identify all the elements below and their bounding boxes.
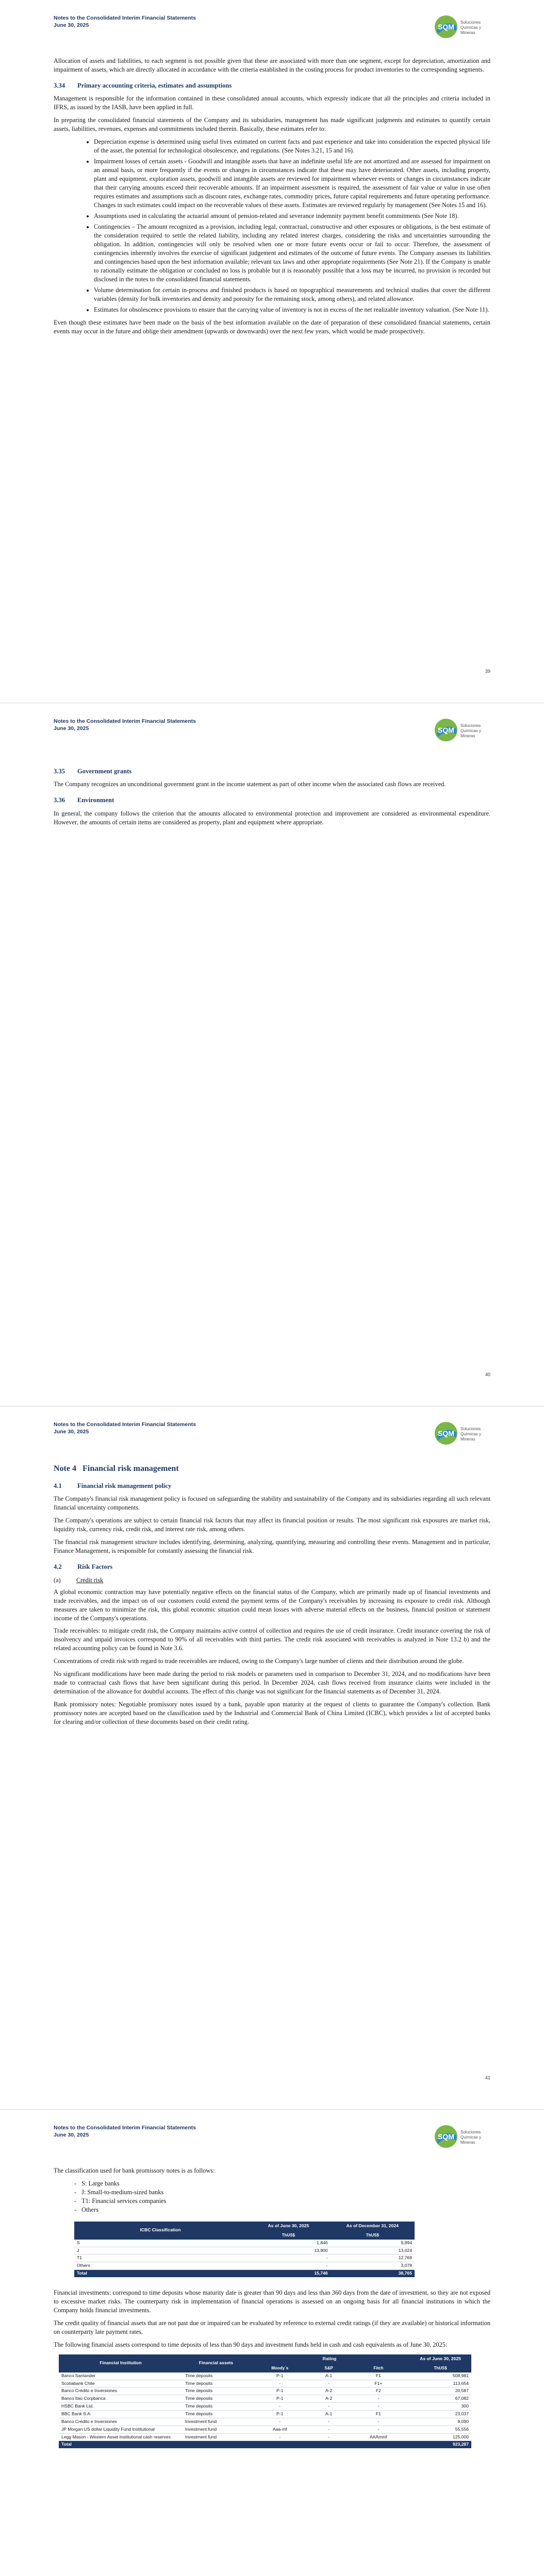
page-2 [0,703,544,1406]
svg-text:Mineras: Mineras [460,2140,475,2145]
header-line-1: Notes to the Consolidated Interim Financial Statements [54,1421,196,1428]
svg-text:Mineras: Mineras [460,734,475,738]
header-line-2: June 30, 2025 [54,22,89,29]
svg-text:Mineras: Mineras [460,1437,475,1442]
page-2-content [54,760,490,831]
section-heading: 3.35 Government grants [54,768,132,775]
paragraph: Even though these estimates have been made on the basis of the best information available on the date of preparation of these consolidated financial statements, certain events may occur in the future and oblige their amendment (upwards or downwards) over the next few years, which would be made prospectively. [54,318,490,335]
table-total-row: Total 923,287 [59,2441,471,2448]
estimates-list [54,138,490,314]
table-row: BBC Bank S.A. Time deposits P-1 A-1 F1 23,037 [59,2411,471,2418]
classification-list [54,2179,490,2214]
table-row: T1 - 12,769 [74,2255,415,2262]
icbc-classification-table [74,2222,415,2277]
paragraph: The following financial assets correspond to time deposits of less than 90 days and investment funds held in cash and cash equivalents as of June 30, 2025: [54,2341,448,2348]
page-1 [0,0,544,703]
svg-text:SQM: SQM [438,726,454,734]
page-header [54,718,490,749]
page-header [54,2124,490,2155]
svg-text:Soluciones: Soluciones [460,2130,481,2134]
header-line-1: Notes to the Consolidated Interim Financial Statements [54,15,196,21]
page-number: 39 [485,669,490,674]
table-row: Banco Crédito e Inversiones Time deposits P-1 A-2 F2 20,587 [59,2387,471,2395]
page-number: 40 [485,1372,490,1377]
svg-text:SQM: SQM [438,23,454,31]
section-heading: 4.1 Financial risk management policy [54,1482,172,1490]
page-number: 41 [485,2075,490,2080]
table-row: J 13,900 13,024 [74,2247,415,2255]
paragraph: Trade receivables: to mitigate credit risk, the Company maintains active control of collection and requires the use of credit insurance. Credit insurance covering the risk of insolvency and unpaid invoices correspond to 90% of all receivables with third parties. The credit risk associated with receivables is analyzed in Note 13.2 b) and the related accounting policy can be found in Note 3.6. [54,1627,490,1652]
header-line-2: June 30, 2025 [54,725,89,732]
paragraph: The classification used for bank promissory notes is as follows: [54,2167,215,2174]
svg-text:Químicas y: Químicas y [460,1432,482,1436]
paragraph: Allocation of assets and liabilities, to each segment is not possible given that these are associated with more than one segment, except for depreciation, amortization and impairment of assets, which are directly allocated in accordance with the criteria established in the costing process for product inventories to the corresponding segments. [54,57,490,73]
paragraph: In general, the company follows the criterion that the amounts allocated to environmental protection and improvement are considered as environmental expenditure. However, the amounts of certain items are considered as property, plant and equipment where appropriate. [54,809,490,826]
table-header: ICBC Classification [74,2222,246,2240]
page-3 [0,1406,544,2109]
svg-text:Químicas y: Químicas y [460,728,482,733]
table-unit: ThUS$ [246,2231,331,2240]
table-header: As of December 31, 2024 [331,2222,415,2231]
header-title [54,2124,490,2139]
table-row: Others - 3,078 [74,2262,415,2270]
svg-text:Soluciones: Soluciones [460,1427,481,1431]
table-header: Financial Institution [59,2354,183,2372]
paragraph: Concentrations of credit risk with regard to trade receivables are reduced, owing to the Company's large number of clients and their distribution around the globe. [54,1657,464,1665]
list-item: - S: Large banks [83,2179,490,2188]
note-heading: Note 4 Financial risk management [54,1464,179,1473]
list-item: • Contingencies – The amount recognized as a provision, including legal, contractual, constructive and other exposures or obligations, is the best estimate of the consideration required to settle the related liability, including any related interest charges, considering the risks and uncertainties surrounding the obligation. In addition, contingencies will only be resolved when one or more future events occur or fail to occur. Therefore, the assessment of contingencies inherently involves the exercise of significant judgement and estimates of the outcome of future events. The Company assesses its liabilities and contingencies based upon the best information available; relevant tax laws and other appropriate requirements (See Note 21). If the Company is unable to rationally estimate the obligation or concluded no loss is probable but it is reasonably possible that a loss may be incurred, no provision is recorded but disclosed in the notes to the consolidated financial statements. [94,223,490,284]
paragraph: A global economic contraction may have potentially negative effects on the financial status of the Company, which are primarily made up of financial investments and trade receivables, and the impact on of our customers could extend the payment terms of the Company's receivables by increasing its exposure to credit risk. Although measures are taken to minimize the risk, this global economic situation could mean losses with adverse material effects on the business, financial position or statement income of the Company's operations. [54,1588,490,1622]
table-row: Banco Crédito e Inversiones Investment fund - - - 9,090 [59,2418,471,2426]
svg-text:Soluciones: Soluciones [460,20,481,25]
table-header: Rating [250,2354,409,2364]
header-title [54,14,490,29]
page-4-content [54,2166,490,2448]
svg-text:SQM: SQM [438,1429,454,1437]
table-row: Scotiabank Chile Time deposits - - F1+ 113,654 [59,2380,471,2387]
header-line-2: June 30, 2025 [54,2132,89,2139]
header-line-1: Notes to the Consolidated Interim Financial Statements [54,2125,196,2131]
financial-institutions-table [59,2354,471,2448]
table-unit: ThUS$ [409,2364,471,2372]
page-4 [0,2110,544,2576]
section-heading: 4.2 Risk Factors [54,1563,113,1571]
table-total-row: Total 15,746 38,765 [74,2270,415,2277]
paragraph: The financial risk management structure includes identifying, determining, analyzing, quantifying, measuring and controlling these events. Management and in particular, Finance Management, is responsible for constantly assessing the financial risk. [54,1538,490,1555]
table-row: Banco Santander Time deposits P-1 A-1 F1 508,981 [59,2372,471,2380]
sqm-logo [434,718,490,744]
sqm-logo [434,1421,490,1448]
paragraph: In preparing the consolidated financial statements of the Company and its subsidiaries, management has made significant judgments and estimates to quantify certain assets, liabilities, revenues, expenses and commitments included therein. Basically, these estimates refer to: [54,116,490,133]
svg-text:SQM: SQM [438,2132,454,2141]
page-header [54,14,490,45]
table-row: Banco Itaú Corpbanca Time deposits P-1 A-2 - 67,082 [59,2395,471,2403]
svg-text:Químicas y: Químicas y [460,25,482,30]
list-item: • Estimates for obsolescence provisions to ensure that the carrying value of inventory is not in excess of the net realizable inventory valuation. (See Note 11). [94,306,490,314]
table-row: JP Morgan US dollar Liquidity Fund Institutional Investment fund Aaa-mf - - 55,556 [59,2426,471,2433]
table-header: As of June 30, 2025 [409,2354,471,2364]
list-item: • Depreciation expense is determined using useful lives estimated on current facts and past experience and take into consideration the expected physical life of the asset, the potential for technological obsolescence, and regulations. (See Notes 3.21, 15 and 16). [94,138,490,155]
paragraph: Bank promissory notes: Negotiable promissory notes issued by a bank, payable upon maturity at the request of clients to guarantee the Company's collection. Bank promissory notes are accepted based on the classification used by the Industrial and Commercial Bank of China Limited (ICBC), which provides a list of accepted banks for clearing and/or collection of these documents based on their credit rating. [54,1701,490,1726]
header-line-2: June 30, 2025 [54,1429,89,1435]
list-item: • Assumptions used in calculating the actuarial amount of pension-related and severance indemnity payment benefit commitments (See Note 18). [94,212,490,221]
section-heading: 3.34 Primary accounting criteria, estimates and assumptions [54,81,232,89]
table-header: As of June 30, 2025 [246,2222,331,2231]
list-item: - Others [83,2206,490,2214]
table-header: Financial assets [183,2354,250,2372]
svg-text:Soluciones: Soluciones [460,723,481,728]
page-header [54,1421,490,1452]
table-unit: ThUS$ [331,2231,415,2240]
paragraph: Management is responsible for the information contained in these consolidated annual accounts, which expressly indicate that all the principles and criteria included in IFRS, as issued by the IASB, have been applied in full. [54,95,490,111]
page-3-content [54,1463,490,1731]
list-item: - T1: Financial services companies [83,2197,490,2206]
list-item: • Volume determination for certain in-process and finished products is based on topographical measurements and technical studies that cover the different variables (density for bulk inventories and density and porosity for the remaining stock, among others), and related allowance. [94,286,490,303]
subsection-heading: (a) Credit risk [54,1576,104,1584]
page-1-content [54,57,490,340]
paragraph: No significant modifications have been made during the period to risk models or parameters used in comparison to December 31, 2024, and no modifications have been made to contractual cash flows that have been significant during this period. In December 2024, cash flows received from insurance claims were included in the determination of the allowance for doubtful accounts. The effect of this change was not significant for the financial statements as of December 31, 2024. [54,1670,490,1696]
table-row: HSBC Bank Ltd. Time deposits - - - 300 [59,2403,471,2411]
paragraph: Financial investments: correspond to time deposits whose maturity date is greater than 90 days and less than 360 days from the date of investment, so they are not exposed to excessive market risks. The counterparty risk in implementation of financial operations is assessed on an ongoing basis for all financial institutions in which the Company holds financial investments. [54,2289,490,2314]
sqm-logo [434,2124,490,2151]
list-item: • Impairment losses of certain assets - Goodwill and intangible assets that have an indefinite useful life are not amortized and are assessed for impairment on an annual basis, or more frequently if the events or changes in circumstances indicate that these may have deteriorated. Other assets, including property, plant and equipment, exploration assets, goodwill and intangible assets are reviewed for impairment whenever events or changes in circumstances indicate that their carrying amounts exceed their recoverable amounts. If an impairment assessment is required, the assessment of fair value or value in use often requires estimates and assumptions such as discount rates, exchange rates, commodity prices, future capital requirements and future operating performance. Changes in such estimates could impact on the recoverable values of these assets. Estimates are reviewed regularly by management (See Notes 15 and 16). [94,157,490,210]
paragraph: The Company's operations are subject to certain financial risk factors that may affect its financial position or results. The most significant risk exposures are market risk, liquidity risk, currency risk, credit risk, and interest rate risk, among others. [54,1517,490,1533]
table-row: S 1,846 9,894 [74,2240,415,2247]
table-header: S&P [310,2364,347,2372]
sqm-logo [434,14,490,41]
paragraph: The Company's financial risk management policy is focused on safeguarding the stability and sustainability of the Company and its subsidiaries regarding all such relevant financial uncertainty components. [54,1495,490,1512]
header-title [54,718,490,732]
svg-text:Mineras: Mineras [460,30,475,35]
table-row: Legg Mason - Western Asset Institutional cash reserves Investment fund - - AAAmmf 125,000 [59,2433,471,2441]
header-title [54,1421,490,1435]
paragraph: The Company recognizes an unconditional government grant in the income statement as part of other income when the associated cash flows are received. [54,781,446,788]
paragraph: The credit quality of financial assets that are not past due or impaired can be evaluated by reference to external credit ratings (if they are available) or historical information on counterparty late payment rates. [54,2319,490,2335]
section-heading: 3.36 Environment [54,796,114,804]
table-header: Moody´s [250,2364,310,2372]
header-line-1: Notes to the Consolidated Interim Financial Statements [54,718,196,724]
svg-text:Químicas y: Químicas y [460,2135,482,2140]
table-header: Fitch [348,2364,409,2372]
list-item: - J: Small-to-medium-sized banks [83,2188,490,2197]
